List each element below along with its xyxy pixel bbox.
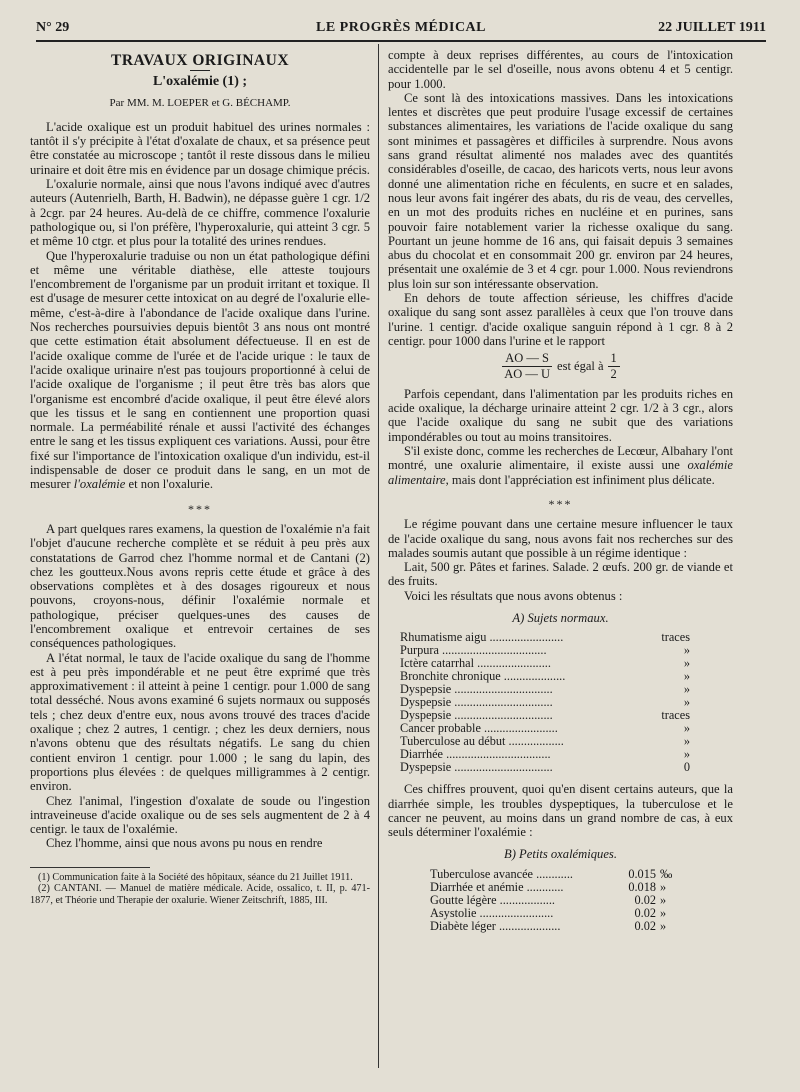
row-value: » [683, 747, 690, 762]
row-label: Dyspepsie ................................ [400, 760, 553, 775]
paragraph: Que l'hyperoxalurie traduise ou non un état pathologique défini et même une véritable diathèse, elle atteste toujours l'encombrement de l'organisme par un produit irritant et toxique. Il est d'usage de mesurer cette intoxicat on au degré de l'oxalurie elle-même, c'est-à-dire à l'abondance de l'acide oxalique dans l'urine. Nos recherches poursuivies depuis bientôt 3 ans nous ont montré que cette estimation était absolument défectueuse. Il en est de l'acide oxalique comme de l'urée et de l'acide urique : le taux de l'acide oxalique urinaire n'est pas toujours proportionné à celui de l'acide oxalique de l'organisme ; il peut être très bas alors que l'organisme est encombré d'acide oxalique, il peut être élevé alors que les tissus et le sang en contiennent une proportion quasi normale. La perméabilité rénale et aussi l'activité des échanges entre le sang et les tissus expliquent ces variations. Aussi, pour être fixé sur l'importance de l'intoxication oxalique d'un individu, est-il indispensable de doser ce produit dans le sang, en un mot de mesurer l'oxalémie et non l'oxalurie. [30, 248, 370, 492]
paragraph: S'il existe donc, comme les recherches de Lecœur, Albahary l'ont montré, une oxalurie alimentaire, il existe aussi une oxalémie alimentaire, mais dont l'appréciation est infiniment plus délicate. [388, 444, 733, 487]
footnote: (1) Communication faite à la Société des hôpitaux, séance du 21 Juillet 1911. [38, 871, 353, 883]
left-column [30, 48, 370, 906]
ratio-formula [388, 351, 733, 381]
section-break-stars: *** [188, 501, 212, 516]
row-value: 0 [683, 760, 690, 775]
row-label: Rhumatisme aigu ........................ [400, 630, 564, 645]
paragraph: A part quelques rares examens, la question de l'oxalémie n'a fait l'objet d'aucune recherche complète et se réduit à peu près aux constatations de Garrod chez l'homme normal et de Cantani (2) chez les goutteux.Nous avons repris cette étude et grâce à des observations complètes et à des dosages rigoureux et nous pouvons, croyons-nous, définir l'oxalémie normale et pathologique, préciser quelques-unes des causes de l'encombrement oxalique et entrevoir certaines de ses conséquences pathologiques. [30, 521, 370, 651]
paragraph: Chez l'homme, ainsi que nous avons pu nous en rendre [46, 836, 323, 851]
table-row [430, 907, 690, 920]
formula-denominator: AO — U [504, 366, 551, 381]
row-unit: » [660, 905, 667, 920]
paragraph: Ce sont là des intoxications massives. Dans les intoxications lentes et discrètes que peut produire l'usage excessif de certaines substances alimentaires, les variations de l'acide oxalique du sang sont minimes et passagères et difficiles à surprendre. Nous avons sans grand résultat alimenté nos malades avec des quantités considérables d'oseille, de cacao, des haricots verts, nous leur avons donné une alimentation riche en féculents, en sucre et en salades, nous leur avons fait ingérer des abats, du ris de veau, des cervelles, en un mot des produits riches en nucléine et en purines, sans pouvoir faire notablement varier la richesse oxalique du sang. Pourtant un jeune homme de 16 ans, qui faisait depuis 3 semaines abus du chocolat et en consommait 200 gr. environ par 24 heures, présentait une oxalémie de 3 et 4 cgr. pour 1.000. Nous reviendrons plus loin sur son intéressante observation. [388, 90, 733, 291]
heading-dash [190, 70, 210, 71]
section-heading: TRAVAUX ORIGINAUX [110, 52, 290, 69]
row-value: » [683, 721, 690, 736]
row-label: Purpura .................................. [400, 643, 547, 658]
row-label: Diabète léger .................... [430, 918, 561, 933]
row-label: Tuberculose avancée ............ [430, 866, 573, 881]
formula-equals: est égal à [557, 358, 604, 373]
table-b-heading: B) Petits oxalémiques. [504, 847, 617, 862]
paragraph: A l'état normal, le taux de l'acide oxalique du sang de l'homme est à peu près impondérable et ne peut être exprimé que très approximativement : il atteint à peine 1 centigr. pour 1.000 de sang total desséché. Nous avons examiné 6 sujets normaux ou supposés tels ; chez deux d'entre eux, nous avons trouvé des traces d'acide oxalique ; chez 2 autres, 1 centigr. ; chez les deux derniers, nous n'avons obtenu que des résultats négatifs. Le sang du chien contient environ 1 centigr. pour 1.000 ; le sang du lapin, des proportions plus élevées : de quelques milligrammes à 2 centigr. environ. [30, 650, 370, 794]
table-row [400, 761, 690, 774]
page-header [36, 20, 766, 40]
section-break-stars: *** [548, 496, 573, 511]
formula-numerator: AO — S [502, 351, 552, 366]
paragraph: Lait, 500 gr. Pâtes et farines. Salade. 2 œufs. 200 gr. de viande et des fruits. [388, 560, 733, 589]
table-small-oxalemic [430, 868, 690, 933]
paragraph: Ces chiffres prouvent, quoi qu'en disent certains auteurs, que la diarrhée simple, les troubles dyspeptiques, la tuberculose et le cancer ne peuvent, au moins dans un grand nombre de cas, à eux seuls déterminer l'oxalémie : [388, 782, 733, 840]
row-value: 0.02 [634, 892, 656, 907]
row-label: Cancer probable ........................ [400, 721, 558, 736]
journal-title: LE PROGRÈS MÉDICAL [315, 20, 487, 35]
row-value: traces [661, 708, 690, 723]
row-label: Tuberculose au début .................. [400, 734, 564, 749]
table-row [430, 894, 690, 907]
emphasis: oxalémie alimentaire [388, 458, 733, 487]
paragraph: Le régime pouvant dans une certaine mesure influencer le taux de l'acide oxalique du sang, nous avons fait nos recherches sur des malades soumis autant que possible à un régime identique : [388, 517, 733, 560]
row-value: traces [661, 630, 690, 645]
row-label: Dyspepsie ................................ [400, 708, 553, 723]
row-value: » [683, 643, 690, 658]
row-label: Asystolie ........................ [430, 905, 554, 920]
row-label: Goutte légère .................. [430, 892, 555, 907]
row-value: » [683, 669, 690, 684]
row-label: Bronchite chronique .................... [400, 669, 566, 684]
row-label: Diarrhée et anémie ............ [430, 879, 564, 894]
row-label: Ictère catarrhal ........................ [400, 656, 551, 671]
row-value: » [683, 734, 690, 749]
row-value: 0.015 [628, 866, 656, 881]
paragraph: L'oxalurie normale, ainsi que nous l'avons indiqué avec d'autres auteurs (Autenrielh, Barth, H. Badwin), ne dépasse guère 1 cgr. 1/2 à 2cgr. par 24 heures. Au-delà de ce chiffre, commence l'oxalurie pathologique ou, si l'on préfère, l'hyperoxalurie, qui atteint 3 cgr. 5 et même 10 ctgr. et plus pour la totalité des urines rendues. [30, 177, 370, 249]
row-unit: » [660, 892, 667, 907]
table-row [430, 868, 690, 881]
paragraph: Voici les résultats que nous avons obtenus : [404, 588, 623, 603]
table-row [430, 881, 690, 894]
issue-number: N° 29 [36, 20, 70, 35]
footnote-rule [30, 867, 150, 868]
paragraph: Parfois cependant, dans l'alimentation par les produits riches en acide oxalique, la décharge urinaire atteint 2 cgr. 1/2 à 3 cgr., alors que l'acide oxalique du sang ne subit que des variations impondérables ou tout au moins transitoires. [388, 386, 733, 444]
paragraph: Chez l'animal, l'ingestion d'oxalate de soude ou l'ingestion intraveineuse d'acide oxalique ou de ses sels augmentent de 2 à 4 centigr. le taux de l'oxalémie. [30, 793, 370, 837]
row-value: » [683, 682, 690, 697]
formula-result-numerator: 1 [608, 351, 620, 366]
article-authors: Par MM. M. LOEPER et G. BÉCHAMP. [109, 96, 291, 109]
paragraph: En dehors de toute affection sérieuse, les chiffres d'acide oxalique du sang sont assez parallèles à ceux que l'on trouve dans l'urine. 1 centigr. d'acide oxalique sanguin répond à 1 cgr. 8 à 2 centigr. pour 1000 dans l'urine et le rapport [388, 291, 733, 348]
row-unit: ‰ [660, 866, 673, 881]
paragraph: L'acide oxalique est un produit habituel des urines normales : tantôt il s'y précipite à l'état d'oxalate de chaux, et sa présence peut être constatée au microscope ; tantôt il reste dissous dans le milieu urinaire et doit être mis en évidence par un dosage chimique précis. [30, 119, 370, 177]
row-value: 0.02 [634, 918, 656, 933]
header-rule [36, 40, 766, 42]
row-value: » [683, 656, 690, 671]
row-label: Diarrhée .................................. [400, 747, 551, 762]
footnote: (2) CANTANI. — Manuel de matière médicale. Acide, ossalico, t. II, p. 471-1877, et Théorie und Therapie der oxalurie. Wiener Zeitschrift, 1885, III. [30, 883, 370, 906]
right-column [388, 48, 733, 933]
row-unit: » [660, 918, 667, 933]
row-label: Dyspepsie ................................ [400, 682, 553, 697]
issue-date: 22 JUILLET 1911 [658, 20, 766, 35]
column-divider [378, 44, 379, 1068]
emphasis: l'oxalémie [73, 477, 126, 492]
paragraph: compte à deux reprises différentes, au cours de l'intoxication accidentelle par le sel d'oseille, nous avons obtenu 4 et 5 centigr. pour 1.000. [388, 48, 733, 91]
article-title: L'oxalémie (1) ; [152, 74, 248, 90]
table-normal-subjects [400, 631, 690, 774]
row-unit: » [660, 879, 667, 894]
table-row [430, 920, 690, 933]
formula-result-denominator: 2 [610, 366, 617, 381]
row-value: 0.018 [628, 879, 656, 894]
row-value: » [683, 695, 690, 710]
table-a-heading: A) Sujets normaux. [512, 610, 609, 625]
row-label: Dyspepsie ................................ [400, 695, 553, 710]
row-value: 0.02 [634, 905, 656, 920]
